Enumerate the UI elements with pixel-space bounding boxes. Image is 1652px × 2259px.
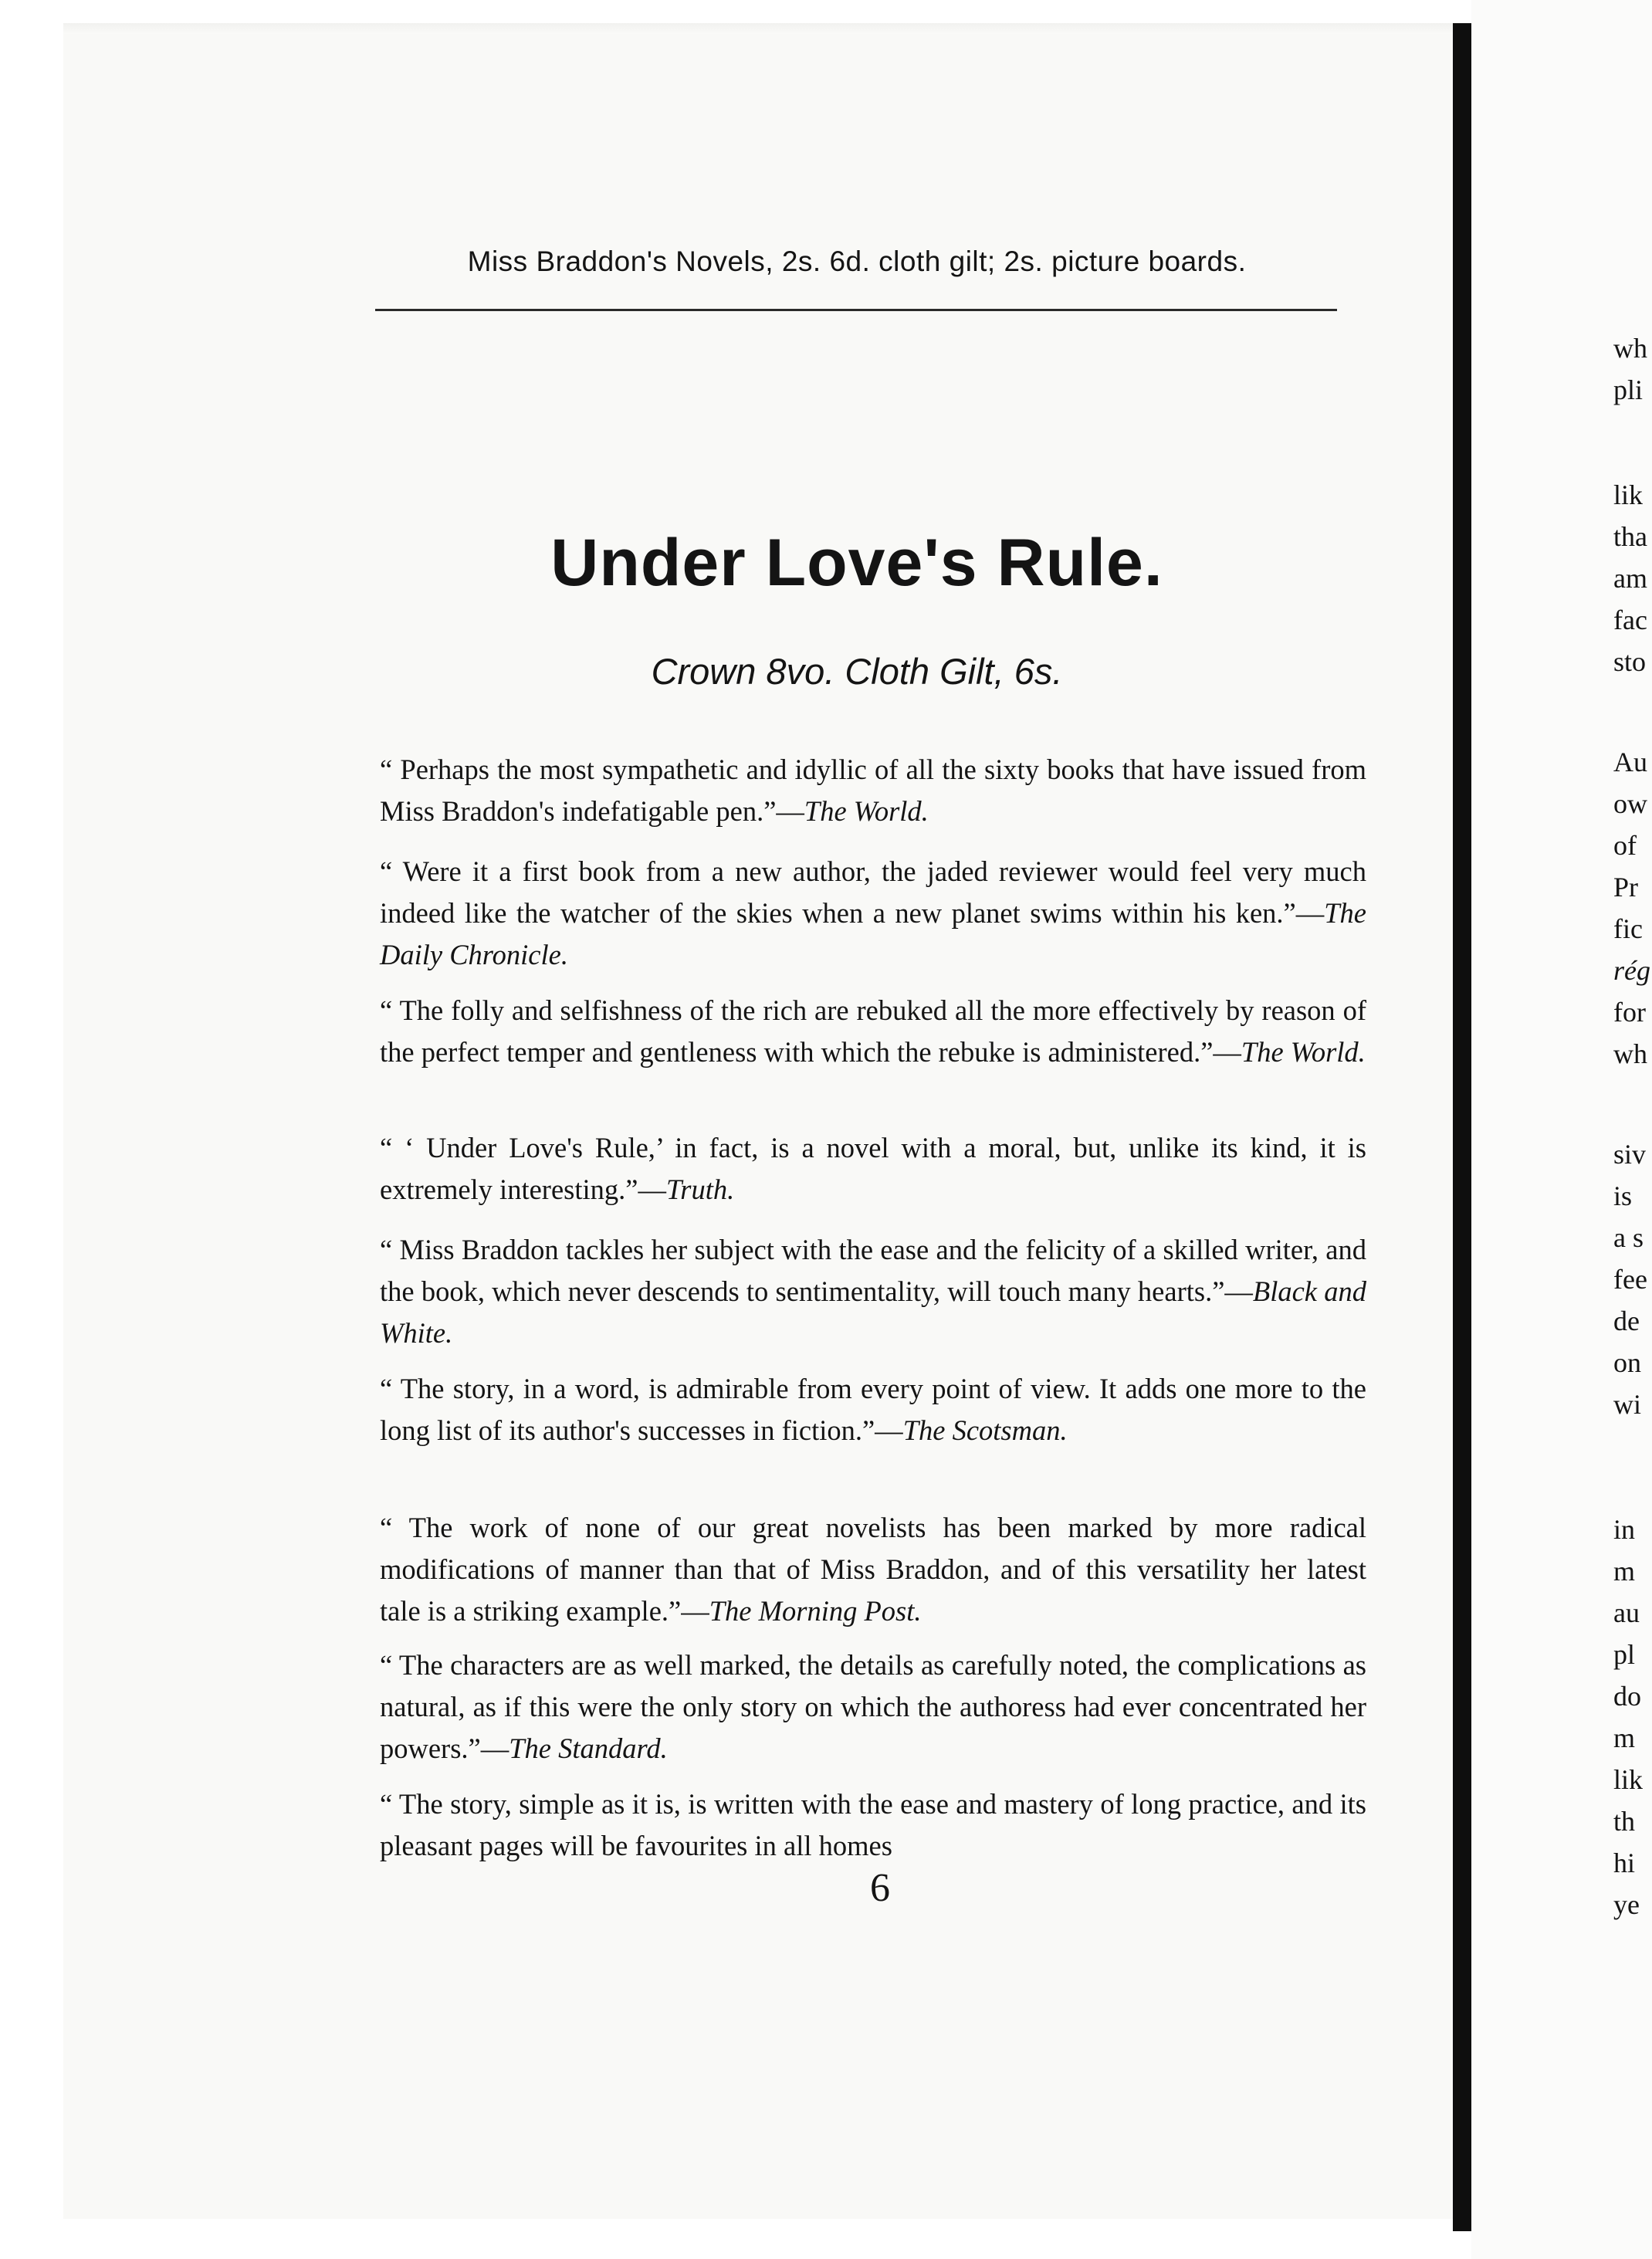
review-source: Truth.	[665, 1174, 735, 1205]
review-2	[380, 851, 1366, 976]
review-quote: “ Miss Braddon tackles her subject with the ease and the felicity of a skilled writer, and the book, which never descends to sentimentality, will touch many hearts.”—	[380, 1234, 1366, 1307]
review-source: The Scotsman.	[902, 1414, 1068, 1446]
facing-page-fragment: pl	[1613, 1639, 1636, 1670]
facing-page-fragment: am	[1613, 563, 1647, 594]
facing-page-fragment: ow	[1613, 788, 1647, 819]
review-8	[380, 1644, 1366, 1770]
book-title: Under Love's Rule.	[550, 526, 1163, 600]
facing-page-fragment: do	[1613, 1681, 1641, 1712]
facing-page-fragment: wi	[1613, 1389, 1641, 1420]
facing-page-fragment: of	[1613, 830, 1637, 861]
running-head: Miss Braddon's Novels, 2s. 6d. cloth gilt; 2s. picture boards.	[467, 246, 1247, 277]
review-source: Black and White.	[380, 1275, 1366, 1349]
facing-page-fragment: Au	[1613, 747, 1647, 777]
review-4	[380, 1127, 1366, 1211]
review-quote: “ The story, in a word, is admirable from every point of view. It adds one more to the long list of its author's successes in fiction.”—	[380, 1373, 1366, 1446]
facing-page-fragment: in	[1613, 1514, 1636, 1545]
page-top-edge	[63, 23, 1453, 34]
left-page	[63, 34, 1453, 2219]
review-5	[380, 1229, 1366, 1354]
facing-page-fragment: for	[1613, 997, 1646, 1028]
facing-page-fragment: hi	[1613, 1848, 1636, 1878]
review-6	[380, 1368, 1366, 1451]
review-source: The Daily Chronicle.	[380, 897, 1366, 970]
review-7	[380, 1507, 1366, 1632]
facing-page-fragment: lik	[1613, 1764, 1644, 1795]
review-quote: “ The characters are as well marked, the details as carefully noted, the complications as natural, as if this were the only story on which the authoress had ever concentrated her powers.”—	[380, 1649, 1366, 1764]
facing-page-fragment: wh	[1613, 1038, 1647, 1069]
review-quote: “ The folly and selfishness of the rich are rebuked all the more effectively by reason of the perfect temper and gentleness with which the rebuke is administered.”—	[380, 994, 1366, 1068]
review-quote: “ The work of none of our great novelists has been marked by more radical modifications of manner than that of Miss Braddon, and of this versatility her latest tale is a striking example.”—	[380, 1512, 1366, 1627]
facing-page-fragment: lik	[1613, 479, 1644, 510]
facing-page-fragment: au	[1613, 1597, 1640, 1628]
review-quote: “ The story, simple as it is, is written with the ease and mastery of long practice, and its pleasant pages will be favourites in all homes	[380, 1788, 1366, 1861]
facing-page-fragment: fic	[1613, 913, 1643, 944]
facing-page-fragment: wh	[1613, 333, 1647, 364]
review-quote: “ Were it a first book from a new author, the jaded reviewer would feel very much indeed like the watcher of the skies when a new planet swims within his ken.”—	[380, 855, 1366, 929]
facing-page-fragment: tha	[1613, 521, 1647, 552]
facing-page-fragment: sto	[1613, 646, 1647, 677]
facing-page-fragment: th	[1613, 1806, 1636, 1837]
facing-page-fragment: siv	[1613, 1139, 1647, 1170]
review-source: The Morning Post.	[709, 1595, 922, 1627]
review-source: The World.	[804, 795, 929, 827]
facing-page-fragment: on	[1613, 1347, 1641, 1378]
review-quote: “ ‘ Under Love's Rule,’ in fact, is a novel with a moral, but, unlike its kind, it is extremely interesting.”—	[380, 1132, 1366, 1205]
facing-page-fragment: ye	[1613, 1889, 1640, 1920]
review-3	[380, 990, 1366, 1073]
facing-page-fragment: is	[1613, 1180, 1633, 1211]
review-source: The Standard.	[509, 1732, 668, 1764]
book-format-price: Crown 8vo. Cloth Gilt, 6s.	[651, 651, 1063, 692]
review-9	[380, 1783, 1366, 1867]
facing-page-fragment: a s	[1613, 1222, 1644, 1253]
facing-page-fragment: de	[1613, 1306, 1640, 1336]
facing-page-fragment: fac	[1613, 605, 1647, 635]
header-rule	[375, 309, 1337, 311]
review-1	[380, 749, 1366, 832]
page-number: 6	[870, 1866, 890, 1910]
facing-page-fragment: rég	[1613, 955, 1650, 986]
facing-page-fragment: fee	[1613, 1264, 1647, 1295]
facing-page-fragment: Pr	[1613, 872, 1639, 903]
facing-page-fragment: m	[1613, 1556, 1636, 1587]
facing-page-fragment: m	[1613, 1722, 1636, 1753]
book-gutter	[1453, 23, 1471, 2231]
facing-page-fragment: pli	[1613, 374, 1644, 405]
review-quote: “ Perhaps the most sympathetic and idyllic of all the sixty books that have issued from Miss Braddon's indefatigable pen.”—	[380, 754, 1366, 827]
review-source: The World.	[1241, 1036, 1366, 1068]
